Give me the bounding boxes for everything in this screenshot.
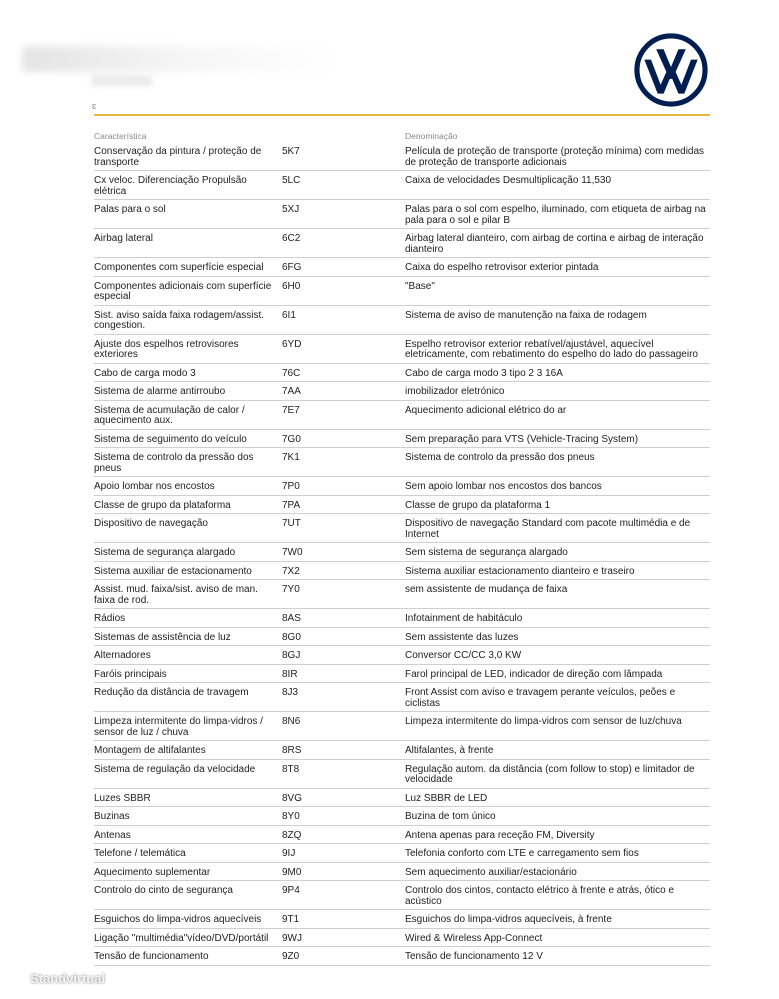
code-cell: 5LC [281, 171, 405, 200]
blurred-subtitle [92, 76, 152, 86]
feature-cell: Ajuste dos espelhos retrovisores exteriores [94, 334, 281, 363]
feature-cell: Cx veloc. Diferenciação Propulsão elétrica [94, 171, 281, 200]
code-cell: 9IJ [281, 844, 405, 863]
feature-cell: Sistema auxiliar de estacionamento [94, 561, 281, 580]
table-row [94, 382, 710, 401]
feature-cell: Esguichos do limpa-vidros aquecíveis [94, 910, 281, 929]
table-row [94, 844, 710, 863]
code-cell: 7W0 [281, 543, 405, 562]
feature-cell: Sistema de segurança alargado [94, 543, 281, 562]
code-cell: 9WJ [281, 928, 405, 947]
code-cell: 6FG [281, 258, 405, 277]
feature-cell: Sistema de acumulação de calor / aquecimento aux. [94, 400, 281, 429]
denomination-cell: Sistema auxiliar estacionamento dianteiro e traseiro [405, 561, 710, 580]
denomination-cell: Sistema de controlo da pressão dos pneus [405, 448, 710, 477]
denomination-cell: Película de proteção de transporte (proteção mínima) com medidas de proteção de transporte adicionais [405, 142, 710, 171]
denomination-cell: imobilizador eletrónico [405, 382, 710, 401]
table-row [94, 712, 710, 741]
feature-cell: Redução da distância de travagem [94, 683, 281, 712]
code-cell: 7PA [281, 495, 405, 514]
denomination-cell: Sem assistente das luzes [405, 627, 710, 646]
table-row [94, 258, 710, 277]
code-cell: 8VG [281, 788, 405, 807]
feature-cell: Conservação da pintura / proteção de transporte [94, 142, 281, 171]
table-row [94, 788, 710, 807]
standvirtual-icon [6, 968, 26, 988]
code-cell: 7E7 [281, 400, 405, 429]
denomination-cell: Dispositivo de navegação Standard com pacote multimédia e de Internet [405, 514, 710, 543]
table-row [94, 543, 710, 562]
feature-cell: Rádios [94, 609, 281, 628]
equipment-table-body [94, 142, 710, 965]
table-row [94, 862, 710, 881]
document-header [0, 0, 779, 118]
watermark-text: Standvirtual [30, 970, 106, 986]
code-cell: 8N6 [281, 712, 405, 741]
denomination-cell: Conversor CC/CC 3,0 KW [405, 646, 710, 665]
table-row [94, 429, 710, 448]
table-row [94, 495, 710, 514]
denomination-cell: Esguichos do limpa-vidros aquecíveis, à frente [405, 910, 710, 929]
feature-cell: Ligação "multimédia"vídeo/DVD/portátil [94, 928, 281, 947]
feature-cell: Montagem de altifalantes [94, 741, 281, 760]
feature-cell: Sistemas de assistência de luz [94, 627, 281, 646]
feature-cell: Sistema de regulação da velocidade [94, 759, 281, 788]
denomination-cell: Regulação autom. da distância (com follow to stop) e limitador de velocidade [405, 759, 710, 788]
denomination-cell: Classe de grupo da plataforma 1 [405, 495, 710, 514]
feature-cell: Classe de grupo da plataforma [94, 495, 281, 514]
denomination-cell: Sem preparação para VTS (Vehicle-Tracing System) [405, 429, 710, 448]
equipment-table [94, 142, 710, 966]
table-row [94, 200, 710, 229]
code-cell: 5XJ [281, 200, 405, 229]
code-cell: 9Z0 [281, 947, 405, 966]
feature-cell: Tensão de funcionamento [94, 947, 281, 966]
table-row [94, 229, 710, 258]
code-cell: 8T8 [281, 759, 405, 788]
table-row [94, 514, 710, 543]
code-cell: 76C [281, 363, 405, 382]
denomination-cell: Sem aquecimento auxiliar/estacionário [405, 862, 710, 881]
table-row [94, 947, 710, 966]
feature-cell: Luzes SBBR [94, 788, 281, 807]
column-header-feature: Característica [94, 131, 147, 141]
feature-cell: Telefone / telemática [94, 844, 281, 863]
denomination-cell: Limpeza intermitente do limpa-vidros com sensor de luz/chuva [405, 712, 710, 741]
table-row [94, 276, 710, 305]
denomination-cell: Sistema de aviso de manutenção na faixa de rodagem [405, 305, 710, 334]
feature-cell: Sist. aviso saída faixa rodagem/assist. congestion. [94, 305, 281, 334]
code-cell: 6C2 [281, 229, 405, 258]
code-cell: 5K7 [281, 142, 405, 171]
code-cell: 8Y0 [281, 807, 405, 826]
denomination-cell: Tensão de funcionamento 12 V [405, 947, 710, 966]
table-row [94, 825, 710, 844]
code-cell: 8G0 [281, 627, 405, 646]
code-cell: 6I1 [281, 305, 405, 334]
code-cell: 8ZQ [281, 825, 405, 844]
table-row [94, 363, 710, 382]
code-cell: 7AA [281, 382, 405, 401]
denomination-cell: Caixa de velocidades Desmultiplicação 11,530 [405, 171, 710, 200]
blurred-document-title [22, 46, 342, 72]
code-cell: 9T1 [281, 910, 405, 929]
feature-cell: Alternadores [94, 646, 281, 665]
feature-cell: Aquecimento suplementar [94, 862, 281, 881]
table-row [94, 400, 710, 429]
denomination-cell: Palas para o sol com espelho, iluminado, com etiqueta de airbag na pala para o sol e pilar B [405, 200, 710, 229]
table-row [94, 305, 710, 334]
code-cell: 8GJ [281, 646, 405, 665]
header-mark: ɛ [92, 101, 97, 111]
feature-cell: Buzinas [94, 807, 281, 826]
table-row [94, 664, 710, 683]
volkswagen-logo-icon [634, 33, 708, 107]
code-cell: 8AS [281, 609, 405, 628]
code-cell: 7K1 [281, 448, 405, 477]
denomination-cell: Luz SBBR de LED [405, 788, 710, 807]
accent-rule [94, 114, 710, 116]
table-row [94, 646, 710, 665]
code-cell: 8RS [281, 741, 405, 760]
denomination-cell: Telefonia conforto com LTE e carregamento sem fios [405, 844, 710, 863]
table-row [94, 910, 710, 929]
table-row [94, 741, 710, 760]
feature-cell: Cabo de carga modo 3 [94, 363, 281, 382]
denomination-cell: Wired & Wireless App-Connect [405, 928, 710, 947]
column-header-denomination: Denominação [405, 131, 458, 141]
table-row [94, 759, 710, 788]
code-cell: 7UT [281, 514, 405, 543]
feature-cell: Sistema de alarme antirroubo [94, 382, 281, 401]
table-row [94, 928, 710, 947]
denomination-cell: Sem sistema de segurança alargado [405, 543, 710, 562]
feature-cell: Dispositivo de navegação [94, 514, 281, 543]
table-row [94, 561, 710, 580]
code-cell: 6YD [281, 334, 405, 363]
denomination-cell: Front Assist com aviso e travagem perante veículos, peões e ciclistas [405, 683, 710, 712]
feature-cell: Faróis principais [94, 664, 281, 683]
denomination-cell: Controlo dos cintos, contacto elétrico à frente e atrás, ótico e acústico [405, 881, 710, 910]
denomination-cell: "Base" [405, 276, 710, 305]
denomination-cell: Airbag lateral dianteiro, com airbag de cortina e airbag de interação dianteiro [405, 229, 710, 258]
denomination-cell: Antena apenas para receção FM, Diversity [405, 825, 710, 844]
feature-cell: Airbag lateral [94, 229, 281, 258]
feature-cell: Apoio lombar nos encostos [94, 477, 281, 496]
feature-cell: Palas para o sol [94, 200, 281, 229]
feature-cell: Sistema de seguimento do veículo [94, 429, 281, 448]
denomination-cell: Cabo de carga modo 3 tipo 2 3 16A [405, 363, 710, 382]
code-cell: 9M0 [281, 862, 405, 881]
code-cell: 7G0 [281, 429, 405, 448]
code-cell: 7P0 [281, 477, 405, 496]
table-row [94, 881, 710, 910]
feature-cell: Controlo do cinto de segurança [94, 881, 281, 910]
code-cell: 8IR [281, 664, 405, 683]
feature-cell: Componentes com superfície especial [94, 258, 281, 277]
denomination-cell: Buzina de tom único [405, 807, 710, 826]
table-row [94, 627, 710, 646]
table-row [94, 334, 710, 363]
table-row [94, 142, 710, 171]
watermark [6, 966, 136, 990]
feature-cell: Antenas [94, 825, 281, 844]
feature-cell: Componentes adicionais com superfície especial [94, 276, 281, 305]
table-row [94, 171, 710, 200]
table-row [94, 448, 710, 477]
denomination-cell: Espelho retrovisor exterior rebatível/ajustável, aquecível eletricamente, com rebatimento do espelho do lado do passageiro [405, 334, 710, 363]
denomination-cell: sem assistente de mudança de faixa [405, 580, 710, 609]
denomination-cell: Altifalantes, à frente [405, 741, 710, 760]
code-cell: 6H0 [281, 276, 405, 305]
table-row [94, 609, 710, 628]
feature-cell: Assist. mud. faixa/sist. aviso de man. faixa de rod. [94, 580, 281, 609]
denomination-cell: Farol principal de LED, indicador de direção com lâmpada [405, 664, 710, 683]
denomination-cell: Caixa do espelho retrovisor exterior pintada [405, 258, 710, 277]
table-row [94, 683, 710, 712]
table-row [94, 807, 710, 826]
feature-cell: Limpeza intermitente do limpa-vidros / sensor de luz / chuva [94, 712, 281, 741]
table-row [94, 580, 710, 609]
code-cell: 7Y0 [281, 580, 405, 609]
denomination-cell: Sem apoio lombar nos encostos dos bancos [405, 477, 710, 496]
table-row [94, 477, 710, 496]
denomination-cell: Aquecimento adicional elétrico do ar [405, 400, 710, 429]
feature-cell: Sistema de controlo da pressão dos pneus [94, 448, 281, 477]
code-cell: 9P4 [281, 881, 405, 910]
denomination-cell: Infotainment de habitáculo [405, 609, 710, 628]
code-cell: 8J3 [281, 683, 405, 712]
code-cell: 7X2 [281, 561, 405, 580]
